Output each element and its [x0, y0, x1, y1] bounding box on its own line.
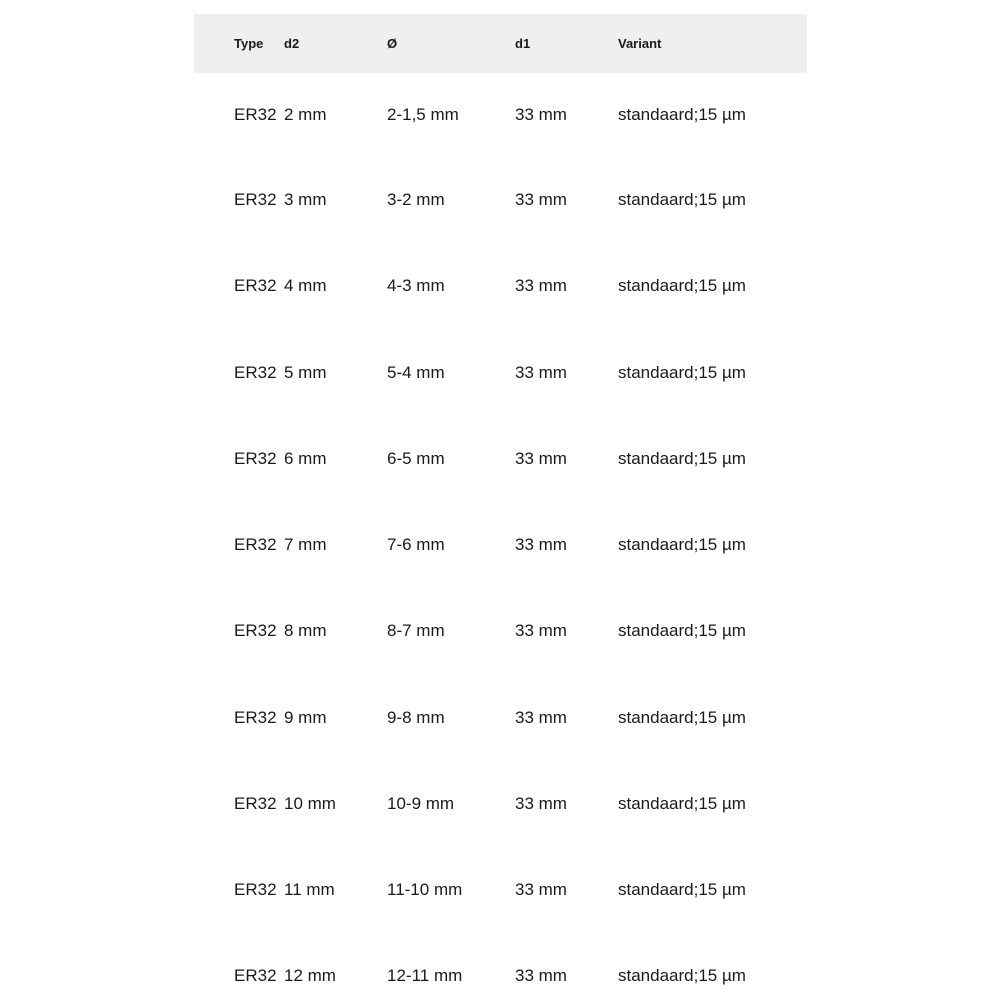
cell-d1: 33 mm — [515, 966, 567, 986]
cell-variant: standaard;15 µm — [618, 966, 746, 986]
cell-diameter: 8-7 mm — [387, 621, 445, 641]
cell-diameter: 4-3 mm — [387, 276, 445, 296]
table-row[interactable] — [194, 330, 807, 416]
cell-diameter: 3-2 mm — [387, 190, 445, 210]
cell-d1: 33 mm — [515, 448, 567, 468]
cell-type: ER32 — [234, 190, 277, 210]
cell-d2: 8 mm — [284, 621, 327, 641]
cell-diameter: 7-6 mm — [387, 535, 445, 555]
table-body — [194, 73, 807, 1000]
cell-d1: 33 mm — [515, 276, 567, 296]
header-diameter[interactable]: Ø — [387, 36, 398, 51]
cell-variant: standaard;15 µm — [618, 793, 746, 813]
cell-diameter: 12-11 mm — [387, 966, 463, 986]
cell-diameter: 10-9 mm — [387, 793, 455, 813]
cell-d1: 33 mm — [515, 535, 567, 555]
cell-d1: 33 mm — [515, 793, 567, 813]
cell-d2: 6 mm — [284, 448, 327, 468]
table-header — [194, 14, 807, 73]
cell-d1: 33 mm — [515, 880, 567, 900]
cell-d2: 2 mm — [284, 105, 327, 124]
cell-type: ER32 — [234, 535, 277, 555]
header-d2[interactable]: d2 — [284, 36, 300, 51]
table-row[interactable] — [194, 243, 807, 329]
table-row[interactable] — [194, 847, 807, 933]
cell-type: ER32 — [234, 966, 277, 986]
cell-diameter: 6-5 mm — [387, 448, 445, 468]
cell-diameter: 9-8 mm — [387, 707, 445, 727]
cell-type: ER32 — [234, 105, 277, 124]
table-row[interactable] — [194, 416, 807, 502]
cell-variant: standaard;15 µm — [618, 621, 746, 641]
cell-type: ER32 — [234, 362, 277, 382]
table-row[interactable] — [194, 588, 807, 674]
cell-type: ER32 — [234, 880, 277, 900]
cell-d2: 11 mm — [284, 880, 335, 900]
cell-type: ER32 — [234, 448, 277, 468]
cell-diameter: 5-4 mm — [387, 362, 445, 382]
cell-d2: 10 mm — [284, 793, 336, 813]
cell-type: ER32 — [234, 793, 277, 813]
cell-variant: standaard;15 µm — [618, 362, 746, 382]
cell-d1: 33 mm — [515, 621, 567, 641]
cell-type: ER32 — [234, 276, 277, 296]
cell-diameter: 2-1,5 mm — [387, 105, 459, 124]
cell-variant: standaard;15 µm — [618, 535, 746, 555]
cell-d1: 33 mm — [515, 190, 567, 210]
cell-d1: 33 mm — [515, 362, 567, 382]
header-row — [194, 14, 807, 73]
table-row[interactable] — [194, 502, 807, 588]
cell-variant: standaard;15 µm — [618, 190, 746, 210]
cell-variant: standaard;15 µm — [618, 276, 746, 296]
cell-variant: standaard;15 µm — [618, 707, 746, 727]
cell-d1: 33 mm — [515, 105, 567, 124]
table-row[interactable] — [194, 157, 807, 243]
cell-diameter: 11-10 mm — [387, 880, 463, 900]
header-d1[interactable]: d1 — [515, 36, 531, 51]
cell-variant: standaard;15 µm — [618, 105, 746, 124]
table-row[interactable] — [194, 933, 807, 1000]
header-variant[interactable]: Variant — [618, 36, 662, 51]
cell-d2: 7 mm — [284, 535, 327, 555]
cell-d2: 9 mm — [284, 707, 327, 727]
cell-type: ER32 — [234, 707, 277, 727]
cell-d2: 5 mm — [284, 362, 327, 382]
cell-variant: standaard;15 µm — [618, 880, 746, 900]
cell-type: ER32 — [234, 621, 277, 641]
cell-d2: 3 mm — [284, 190, 327, 210]
cell-d2: 12 mm — [284, 966, 336, 986]
cell-d2: 4 mm — [284, 276, 327, 296]
table-row[interactable] — [194, 761, 807, 847]
table-row[interactable] — [194, 73, 807, 157]
header-type[interactable]: Type — [234, 36, 264, 51]
cell-variant: standaard;15 µm — [618, 448, 746, 468]
spec-table — [194, 14, 807, 1000]
cell-d1: 33 mm — [515, 707, 567, 727]
table-row[interactable] — [194, 675, 807, 761]
